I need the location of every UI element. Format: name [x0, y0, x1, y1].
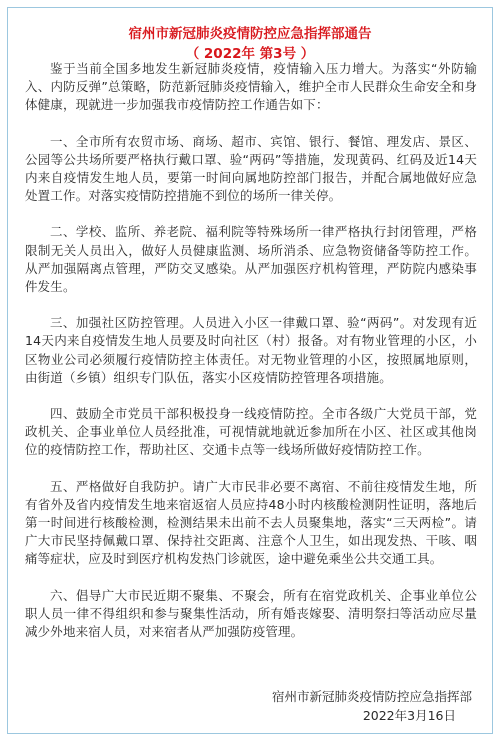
item-5-paragraph: 五、严格做好自我防护。请广大市民非必要不离宿、不前往疫情发生地，所有省外及省内疫情发生地来宿返宿人员应持48小时内核酸检测阴性证明，落地后第一时间进行核酸检测，检测结果未出前不去人员聚集地，落实“三天两检”。请广大市民坚持佩戴口罩、保持社交距离、注意个人卫生，如出现发热、干咳、咽痛等症状，应及时到医疗机构发热门诊就医，途中避免乘坐公共交通工具。	[25, 478, 477, 567]
item-4-paragraph: 四、鼓励全市党员干部积极投身一线疫情防控。全市各级广大党员干部，党政机关、企事业单位人员经批准，可视情就地就近参加所在小区、社区或其他岗位的疫情防控工作，帮助社区、交通卡点等一线场所做好疫情防控工作。	[25, 406, 477, 458]
issue-date: 2022年3月16日	[362, 708, 456, 723]
signature-block	[272, 687, 472, 725]
intro-paragraph: 鉴于当前全国多地发生新冠肺炎疫情，疫情输入压力增大。为落实“外防输入、内防反弹”总策略，防范新冠肺炎疫情输入，维护全市人民群众生命安全和身体健康，现就进一步加强我市疫情防控工作通告如下：	[25, 61, 477, 113]
notice-document	[7, 7, 493, 734]
issuer-name: 宿州市新冠肺炎疫情防控应急指挥部	[271, 689, 472, 704]
item-3-paragraph: 三、加强社区防控管理。人员进入小区一律戴口罩、验“两码”。对发现有近14天内来自疫情发生地人员要及时向社区（村）报备。对有物业管理的小区，小区物业公司必须履行疫情防控主体责任。对无物业管理的小区，按照属地原则，由街道（乡镇）组织专门队伍，落实小区疫情防控管理各项措施。	[25, 315, 477, 385]
notice-title: 宿州市新冠肺炎疫情防控应急指挥部通告	[128, 26, 372, 42]
item-6-paragraph: 六、倡导广大市民近期不聚集、不聚会，所有在宿党政机关、企事业单位公职人员一律不得组织和参与聚集性活动，所有婚丧嫁娶、清明祭扫等活动应尽量减少外地来宿人员，对来宿者从严加强防疫管理。	[25, 587, 477, 640]
notice-body	[25, 60, 477, 641]
notice-number: （ 2022年 第3号 ）	[185, 46, 315, 62]
item-1-paragraph: 一、全市所有农贸市场、商场、超市、宾馆、银行、餐馆、理发店、景区、公园等公共场所要严格执行戴口罩、验“两码”等措施，发现黄码、红码及近14天内来自疫情发生地人员，要第一时间向属地防控部门报告，并配合属地做好应急处置工作。对落实疫情防控措施不到位的场所一律关停。	[25, 133, 477, 204]
item-2-paragraph: 二、学校、监所、养老院、福利院等特殊场所一律严格执行封闭管理，严格限制无关人员出入，做好人员健康监测、场所消杀、应急物资储备等防控工作。从严加强隔离点管理，严防交叉感染。从严加强医疗机构管理，严防院内感染事件发生。	[25, 224, 477, 295]
